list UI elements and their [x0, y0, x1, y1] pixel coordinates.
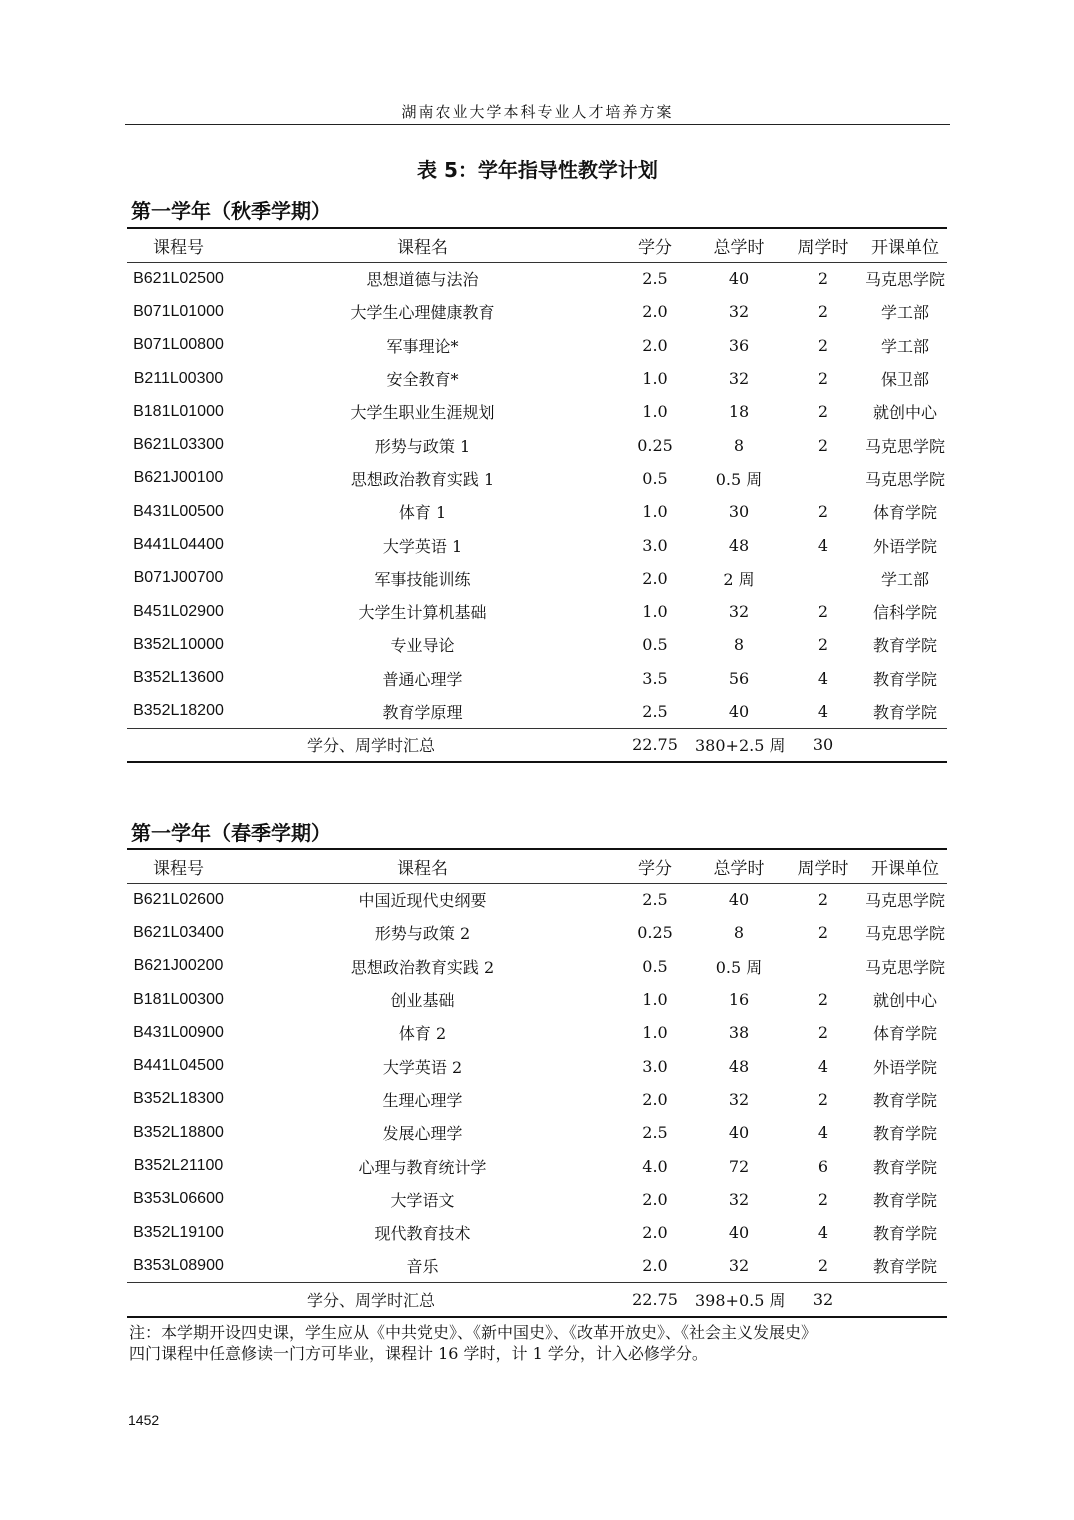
total-hours: 40: [728, 1223, 750, 1243]
spring-section-title: 第一学年（春季学期）: [131, 821, 331, 845]
table-row: [127, 662, 947, 695]
credits: 1.0: [642, 1023, 668, 1043]
credits: 2.0: [642, 1089, 668, 1109]
weekly-hours: 2: [817, 1089, 829, 1109]
course-name: 发展心理学: [382, 1124, 463, 1144]
weekly-hours: 4: [817, 535, 829, 555]
course-name: 中国近现代史纲要: [358, 891, 487, 911]
department: 教育学院: [872, 702, 937, 722]
course-name: 思想政治教育实践 1: [350, 469, 495, 489]
department: 马克思学院: [864, 469, 945, 489]
course-code: B352L18300: [133, 1090, 224, 1108]
course-code: B071L01000: [133, 302, 224, 320]
total-hours: 0.5 周: [715, 957, 763, 977]
table-row: [127, 1016, 947, 1049]
credits: 1.0: [642, 402, 668, 422]
weekly-hours: [783, 562, 863, 595]
header-column-course-name: 课程名: [230, 228, 615, 262]
course-name: 大学英语 1: [382, 536, 463, 556]
credits: 2.0: [642, 568, 668, 588]
course-code: B181L00300: [133, 990, 224, 1008]
header-row: [127, 849, 947, 883]
table-row: [127, 1083, 947, 1116]
department: 外语学院: [872, 1057, 937, 1077]
department: 体育学院: [872, 503, 937, 523]
course-code: B621L02600: [133, 890, 224, 908]
course-code: B431L00900: [133, 1023, 224, 1041]
course-name: 军事技能训练: [374, 569, 471, 589]
summary-empty: [863, 1283, 947, 1317]
credits: 2.5: [642, 890, 668, 910]
summary-weekly-hours: 32: [783, 1283, 863, 1317]
running-header: 湖南农业大学本科专业人才培养方案: [401, 103, 674, 121]
weekly-hours: 2: [817, 502, 829, 522]
total-hours: 16: [728, 990, 750, 1010]
total-hours: 36: [728, 335, 750, 355]
department: 学工部: [880, 569, 929, 589]
table-row: [127, 595, 947, 628]
total-hours: 30: [728, 502, 750, 522]
course-name: 音乐: [406, 1257, 439, 1277]
department: 就创中心: [872, 403, 937, 423]
credits: 0.25: [637, 435, 673, 455]
total-hours: 32: [728, 302, 750, 322]
table-row: [127, 362, 947, 395]
credits: 0.5: [642, 468, 668, 488]
table-row: [127, 462, 947, 495]
credits: 1.0: [642, 602, 668, 622]
weekly-hours: 4: [817, 701, 829, 721]
course-code: B071L00800: [133, 336, 224, 354]
header-column-department: 开课单位: [863, 849, 947, 883]
total-hours: 8: [733, 923, 745, 943]
table-row: [127, 983, 947, 1016]
credits: 0.25: [637, 923, 673, 943]
course-code: B621L03300: [133, 436, 224, 454]
weekly-hours: 2: [817, 402, 829, 422]
table-row: [127, 916, 947, 949]
department: 就创中心: [872, 991, 937, 1011]
total-hours: 32: [728, 1089, 750, 1109]
table-row: [127, 1216, 947, 1249]
credits: 4.0: [642, 1156, 668, 1176]
table-row: [127, 628, 947, 661]
credits: 1.0: [642, 369, 668, 389]
weekly-hours: 2: [817, 435, 829, 455]
page-number: 1452: [128, 1412, 160, 1428]
course-name: 体育 2: [398, 1024, 447, 1044]
course-name: 心理与教育统计学: [358, 1157, 487, 1177]
table-row: [127, 562, 947, 595]
weekly-hours: 4: [817, 1123, 829, 1143]
weekly-hours: 2: [817, 602, 829, 622]
total-hours: 38: [728, 1023, 750, 1043]
department: 教育学院: [872, 1257, 937, 1277]
total-hours: 32: [728, 369, 750, 389]
total-hours: 2 周: [723, 569, 755, 589]
department: 马克思学院: [864, 270, 945, 290]
weekly-hours: 2: [817, 923, 829, 943]
course-name: 现代教育技术: [374, 1224, 471, 1244]
total-hours: 32: [728, 602, 750, 622]
header-column-total-hours: 总学时: [695, 849, 783, 883]
total-hours: 32: [728, 1256, 750, 1276]
course-code: B621L03400: [133, 923, 224, 941]
table-row: [127, 1116, 947, 1149]
header-row: [127, 228, 947, 262]
summary-label: 学分、周学时汇总: [127, 1283, 615, 1317]
header-column-total-hours: 总学时: [695, 228, 783, 262]
course-code: B431L00500: [133, 502, 224, 520]
table-row: [127, 1149, 947, 1182]
total-hours: 48: [728, 535, 750, 555]
course-name: 形势与政策 1: [374, 436, 471, 456]
course-name: 安全教育*: [386, 370, 459, 390]
header-column-course-name: 课程名: [230, 849, 615, 883]
department: 教育学院: [872, 1090, 937, 1110]
course-code: B441L04400: [133, 536, 224, 554]
course-code: B211L00300: [133, 369, 224, 387]
course-name: 思想政治教育实践 2: [350, 957, 495, 977]
total-hours: 32: [728, 1189, 750, 1209]
header-column-weekly-hours: 周学时: [783, 228, 863, 262]
header-column-weekly-hours: 周学时: [783, 849, 863, 883]
weekly-hours: 2: [817, 1023, 829, 1043]
summary-total-hours: 398+0.5 周: [695, 1283, 783, 1317]
course-code: B621J00200: [133, 957, 224, 975]
department: 教育学院: [872, 1224, 937, 1244]
table-row: [127, 1049, 947, 1082]
total-hours: 40: [728, 269, 750, 289]
department: 保卫部: [880, 370, 929, 390]
autumn-course-table: [127, 227, 947, 763]
course-code: B071J00700: [133, 569, 224, 587]
summary-weekly-hours: 30: [783, 728, 863, 762]
credits: 2.0: [642, 335, 668, 355]
total-hours: 48: [728, 1056, 750, 1076]
course-code: B621J00100: [133, 469, 224, 487]
table-row: [127, 1183, 947, 1216]
header-column-course-code: 课程号: [127, 228, 230, 262]
credits: 3.0: [642, 1056, 668, 1076]
credits: 1.0: [642, 990, 668, 1010]
total-hours: 0.5 周: [715, 469, 763, 489]
department: 马克思学院: [864, 957, 945, 977]
department: 教育学院: [872, 636, 937, 656]
total-hours: 40: [728, 1123, 750, 1143]
summary-empty: [863, 728, 947, 762]
credits: 3.0: [642, 535, 668, 555]
table-row: [127, 1249, 947, 1282]
course-name: 大学生职业生涯规划: [350, 403, 495, 423]
header-rule: [125, 124, 950, 125]
department: 信科学院: [872, 603, 937, 623]
table-title: 表 5：学年指导性教学计划: [417, 158, 658, 182]
department: 教育学院: [872, 1190, 937, 1210]
department: 体育学院: [872, 1024, 937, 1044]
weekly-hours: 2: [817, 990, 829, 1010]
department: 教育学院: [872, 669, 937, 689]
department: 马克思学院: [864, 436, 945, 456]
course-name: 军事理论*: [386, 336, 459, 356]
credits: 2.0: [642, 302, 668, 322]
weekly-hours: 2: [817, 369, 829, 389]
weekly-hours: 2: [817, 890, 829, 910]
table-row: [127, 262, 947, 295]
course-code: B181L01000: [133, 402, 224, 420]
weekly-hours: 2: [817, 635, 829, 655]
credits: 2.0: [642, 1189, 668, 1209]
credits: 3.5: [642, 668, 668, 688]
course-code: B353L08900: [133, 1256, 224, 1274]
table-row: [127, 295, 947, 328]
credits: 0.5: [642, 635, 668, 655]
course-name: 专业导论: [390, 636, 455, 656]
course-code: B353L06600: [133, 1190, 224, 1208]
course-code: B621L02500: [133, 269, 224, 287]
table-row: [127, 528, 947, 561]
department: 教育学院: [872, 1124, 937, 1144]
weekly-hours: 2: [817, 269, 829, 289]
course-code: B441L04500: [133, 1057, 224, 1075]
weekly-hours: 4: [817, 668, 829, 688]
note: [129, 1322, 949, 1364]
weekly-hours: 2: [817, 1189, 829, 1209]
header-column-course-code: 课程号: [127, 849, 230, 883]
table-row: [127, 329, 947, 362]
department: 马克思学院: [864, 924, 945, 944]
department: 外语学院: [872, 536, 937, 556]
course-code: B352L13600: [133, 669, 224, 687]
spring-course-table: [127, 848, 947, 1318]
weekly-hours: 2: [817, 302, 829, 322]
credits: 2.5: [642, 269, 668, 289]
summary-label: 学分、周学时汇总: [127, 728, 615, 762]
department: 马克思学院: [864, 891, 945, 911]
course-name: 体育 1: [398, 503, 447, 523]
course-name: 大学生心理健康教育: [350, 303, 495, 323]
credits: 2.0: [642, 1256, 668, 1276]
credits: 1.0: [642, 502, 668, 522]
course-name: 生理心理学: [382, 1090, 463, 1110]
course-name: 思想道德与法治: [366, 270, 479, 290]
credits: 2.5: [642, 701, 668, 721]
course-name: 大学语文: [390, 1190, 455, 1210]
total-hours: 40: [728, 890, 750, 910]
course-name: 大学英语 2: [382, 1057, 463, 1077]
table-row: [127, 695, 947, 728]
total-hours: 56: [728, 668, 750, 688]
summary-total-hours: 380+2.5 周: [695, 728, 783, 762]
total-hours: 40: [728, 701, 750, 721]
weekly-hours: 2: [817, 335, 829, 355]
course-code: B352L21100: [133, 1157, 224, 1175]
weekly-hours: 4: [817, 1056, 829, 1076]
header-column-credits: 学分: [615, 849, 695, 883]
table-row: [127, 395, 947, 428]
summary-row: [127, 728, 947, 762]
course-name: 教育学原理: [382, 702, 463, 722]
course-code: B451L02900: [133, 602, 224, 620]
note-line-2: 四门课程中任意修读一门方可毕业，课程计 16 学时，计 1 学分，计入必修学分。: [129, 1344, 708, 1363]
total-hours: 8: [733, 435, 745, 455]
course-code: B352L10000: [133, 635, 224, 653]
weekly-hours: [783, 462, 863, 495]
weekly-hours: 2: [817, 1256, 829, 1276]
table-row: [127, 495, 947, 528]
course-code: B352L18200: [133, 702, 224, 720]
table-row: [127, 883, 947, 916]
course-name: 普通心理学: [382, 669, 463, 689]
credits: 0.5: [642, 956, 668, 976]
course-name: 大学生计算机基础: [358, 603, 487, 623]
course-name: 形势与政策 2: [374, 924, 471, 944]
total-hours: 8: [733, 635, 745, 655]
credits: 2.0: [642, 1223, 668, 1243]
header-column-credits: 学分: [615, 228, 695, 262]
weekly-hours: [783, 950, 863, 983]
course-code: B352L18800: [133, 1123, 224, 1141]
weekly-hours: 4: [817, 1223, 829, 1243]
table-row: [127, 950, 947, 983]
autumn-section-title: 第一学年（秋季学期）: [131, 199, 331, 223]
credits: 2.5: [642, 1123, 668, 1143]
summary-row: [127, 1283, 947, 1317]
course-name: 创业基础: [390, 991, 455, 1011]
department: 学工部: [880, 303, 929, 323]
department: 学工部: [880, 336, 929, 356]
department: 教育学院: [872, 1157, 937, 1177]
total-hours: 72: [728, 1156, 750, 1176]
summary-credits: 22.75: [615, 728, 695, 762]
table-row: [127, 428, 947, 461]
summary-credits: 22.75: [615, 1283, 695, 1317]
header-column-department: 开课单位: [863, 228, 947, 262]
total-hours: 18: [728, 402, 750, 422]
note-line-1: 注：本学期开设四史课，学生应从《中共党史》、《新中国史》、《改革开放史》、《社会主义发展史》: [129, 1323, 818, 1342]
weekly-hours: 6: [817, 1156, 829, 1176]
course-code: B352L19100: [133, 1223, 224, 1241]
